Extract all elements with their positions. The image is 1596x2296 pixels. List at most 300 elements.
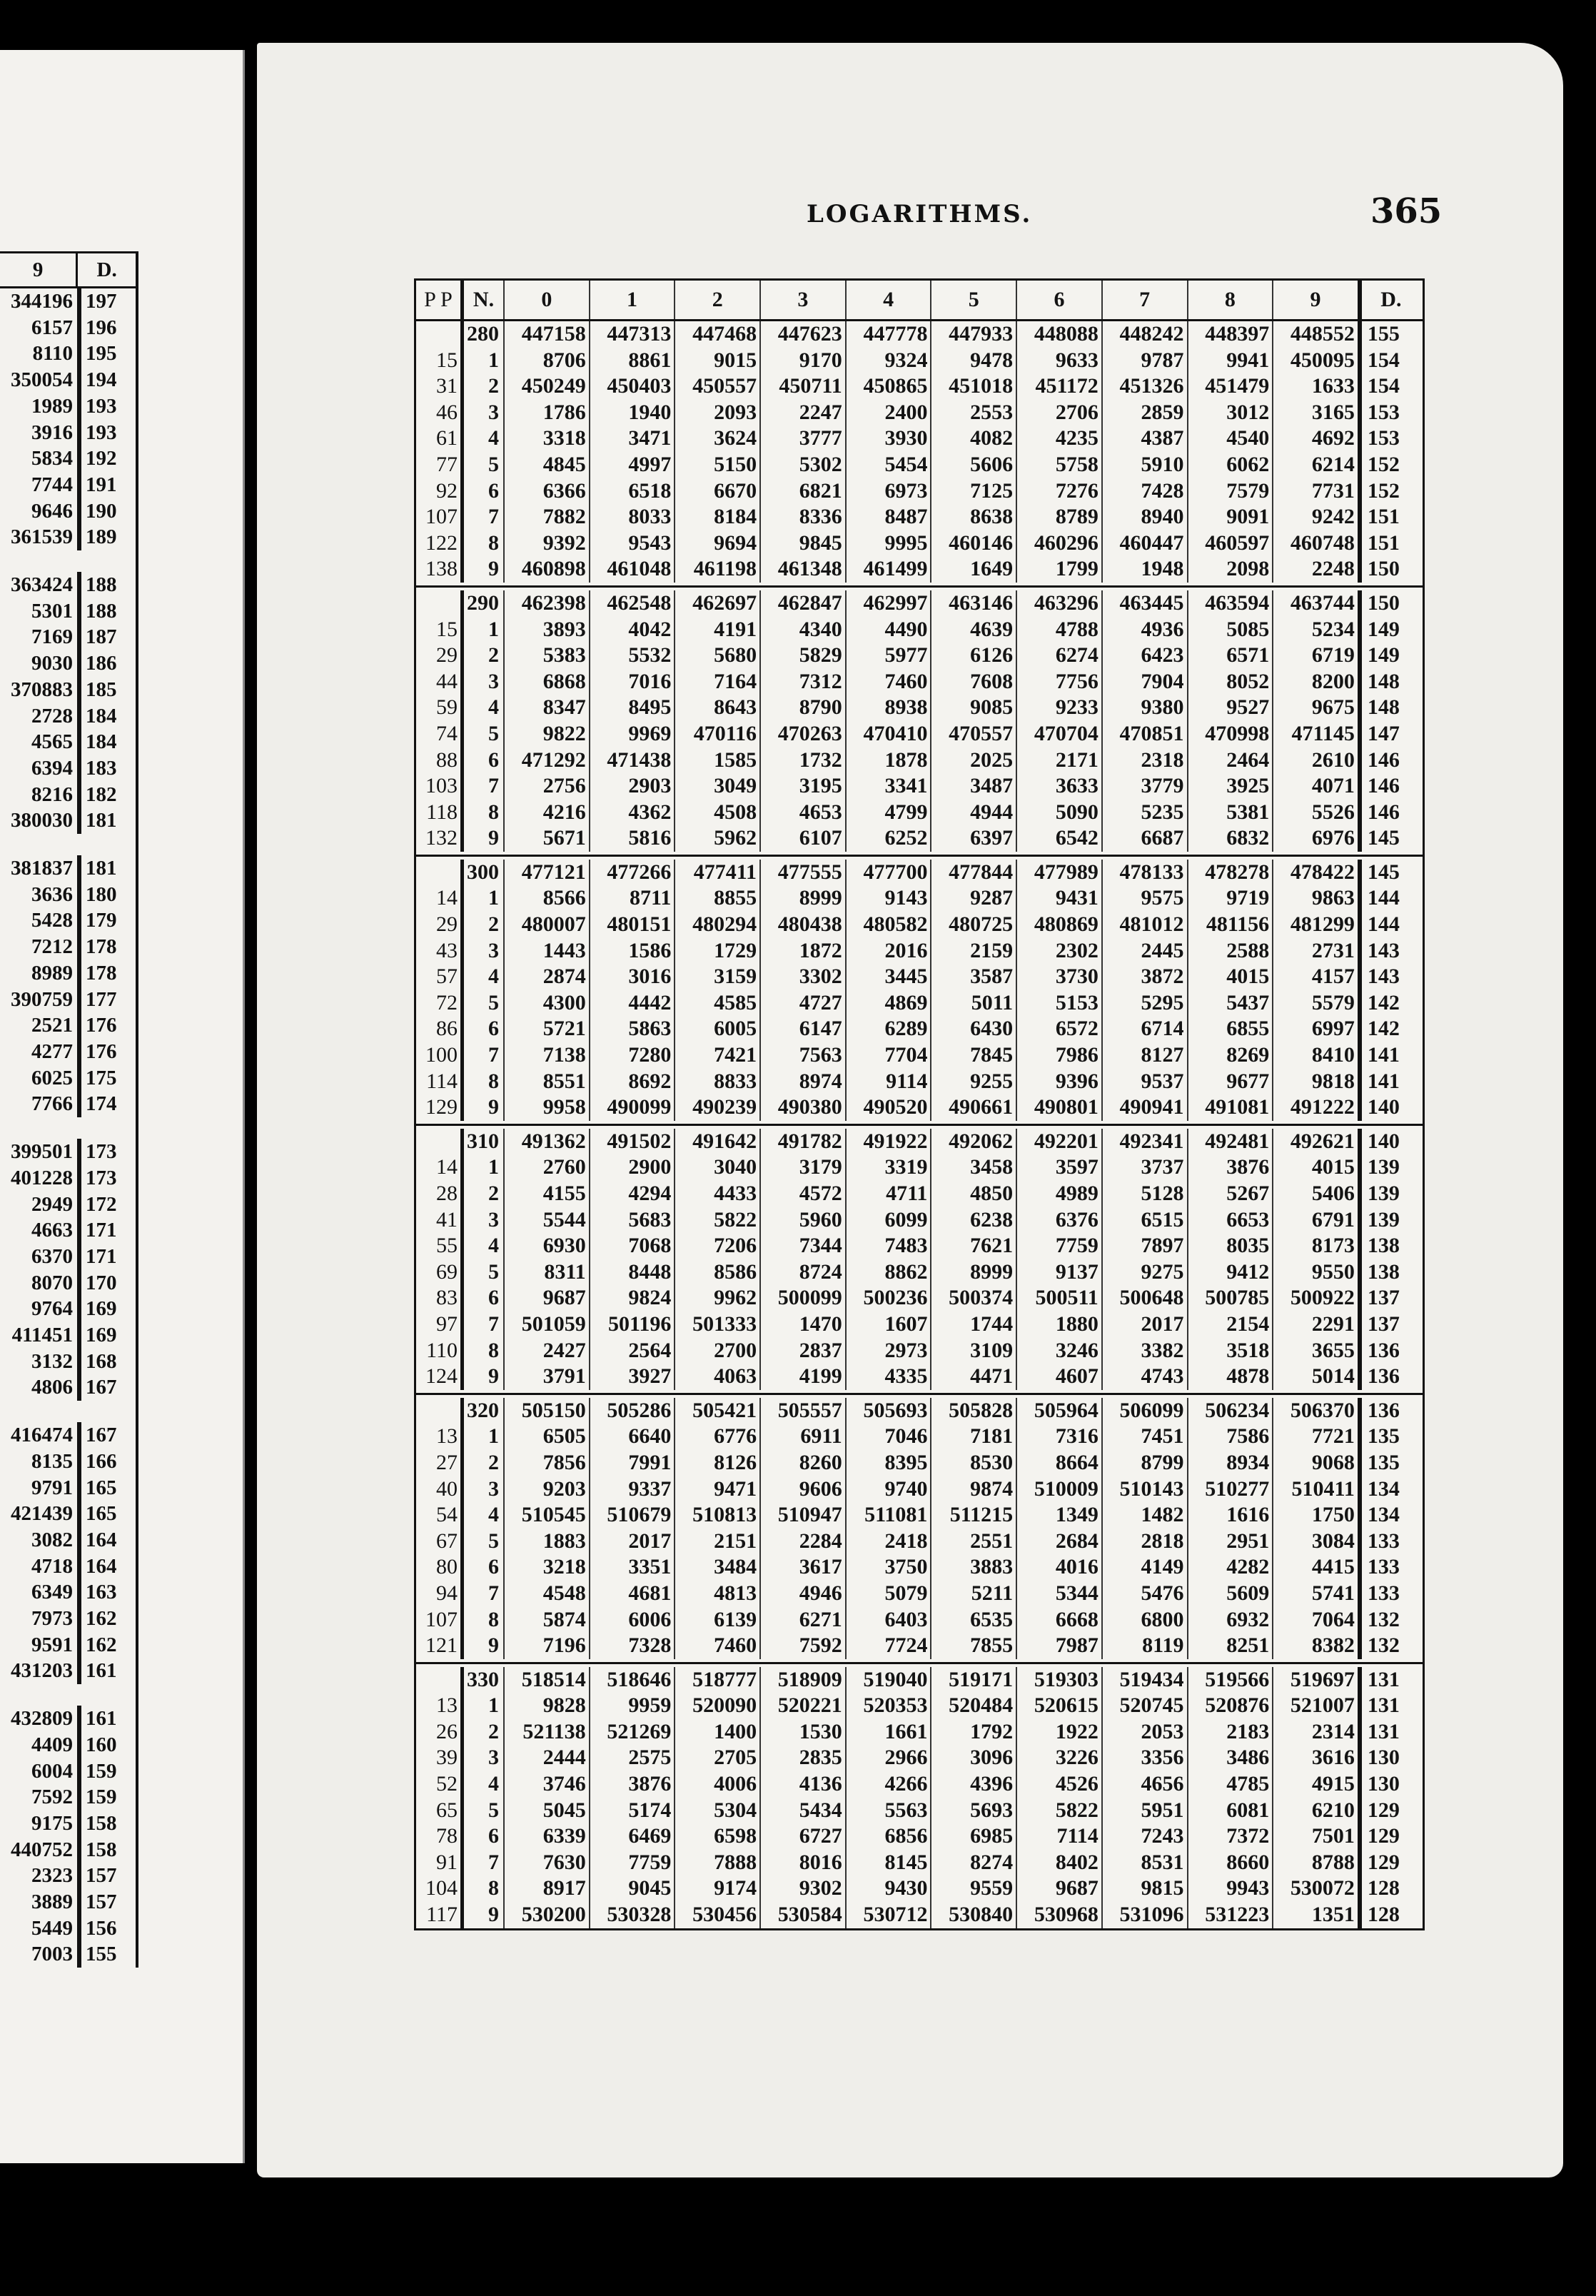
table-cell: 3624: [674, 426, 759, 452]
table-cell: 29: [436, 643, 458, 668]
table-cell: 4: [460, 964, 503, 990]
table-cell: 478278: [1187, 860, 1273, 886]
table-cell: 5476: [1101, 1581, 1187, 1607]
table-cell: 170: [77, 1270, 136, 1296]
table-cell: 6004: [31, 1759, 73, 1783]
table-cell: 470557: [930, 721, 1016, 747]
table-cell: 6598: [674, 1823, 759, 1850]
column-header: 1: [589, 281, 675, 319]
table-cell: 154: [1358, 348, 1420, 374]
table-cell: 461048: [589, 556, 675, 583]
table-cell: 2: [460, 1719, 503, 1746]
table-cell: 6147: [759, 1016, 845, 1042]
table-cell: 8855: [674, 885, 759, 912]
table-cell: 521269: [589, 1719, 675, 1746]
table-cell: 5211: [930, 1581, 1016, 1607]
table-cell: 2151: [674, 1529, 759, 1555]
table-row: [416, 504, 1423, 530]
table-cell: 9575: [1101, 885, 1187, 912]
table-cell: 450557: [674, 373, 759, 400]
table-cell: [416, 590, 460, 617]
table-cell: 481012: [1101, 912, 1187, 938]
table-cell: 59: [436, 695, 458, 720]
table-row: [416, 1129, 1423, 1155]
table-cell: 5822: [674, 1207, 759, 1234]
table-cell: 2684: [1016, 1529, 1101, 1555]
table-cell: 448397: [1187, 321, 1273, 348]
left-table-header: [0, 253, 136, 288]
table-cell: 7501: [1272, 1823, 1358, 1850]
table-cell: 7212: [31, 935, 73, 959]
table-cell: 4: [460, 426, 503, 452]
table-cell: 481299: [1272, 912, 1358, 938]
table-cell: 480294: [674, 912, 759, 938]
table-cell: 5437: [1187, 990, 1273, 1017]
table-cell: 2859: [1101, 400, 1187, 426]
table-cell: 4: [460, 1502, 503, 1529]
table-cell: 3012: [1187, 400, 1273, 426]
table-cell: 4433: [674, 1181, 759, 1207]
table-cell: 5606: [930, 452, 1016, 478]
table-cell: 152: [1358, 452, 1420, 478]
table-cell: 4362: [589, 800, 675, 826]
table-cell: 9969: [589, 721, 675, 747]
table-cell: 140: [1358, 1094, 1420, 1121]
table-cell: 4282: [1187, 1554, 1273, 1581]
table-cell: 490661: [930, 1094, 1016, 1121]
table-row: [416, 825, 1423, 852]
table-cell: 3049: [674, 773, 759, 800]
table-cell: 2445: [1101, 938, 1187, 965]
table-cell: 9828: [503, 1693, 589, 1719]
table-cell: 8110: [32, 342, 73, 366]
table-cell: 1732: [759, 747, 845, 774]
table-cell: 6: [460, 1285, 503, 1311]
table-cell: 330: [460, 1667, 503, 1693]
table-cell: 4813: [674, 1581, 759, 1607]
page-number: 365: [1370, 191, 1443, 231]
table-cell: 147: [1358, 721, 1420, 747]
table-cell: 100: [425, 1043, 458, 1067]
table-cell: 506370: [1272, 1398, 1358, 1424]
left-table-row: [0, 882, 136, 908]
table-cell: 1878: [845, 747, 931, 774]
table-cell: 8145: [845, 1850, 931, 1876]
table-cell: 1351: [1272, 1902, 1358, 1928]
table-cell: 5741: [1272, 1581, 1358, 1607]
table-cell: 8799: [1101, 1450, 1187, 1476]
table-cell: 9633: [1016, 348, 1101, 374]
table-cell: 5: [460, 1529, 503, 1555]
table-cell: 9091: [1187, 504, 1273, 530]
table-cell: 6289: [845, 1016, 931, 1042]
table-cell: 2444: [503, 1745, 589, 1771]
table-cell: 5609: [1187, 1581, 1273, 1607]
table-cell: 3617: [759, 1554, 845, 1581]
table-cell: 4718: [31, 1554, 73, 1578]
table-cell: 97: [436, 1311, 458, 1336]
table-cell: 6062: [1187, 452, 1273, 478]
table-cell: 4277: [31, 1039, 73, 1063]
left-table-row: [0, 624, 136, 650]
table-cell: 4157: [1272, 964, 1358, 990]
table-cell: 169: [77, 1296, 136, 1322]
table-cell: 8788: [1272, 1850, 1358, 1876]
table-cell: 5829: [759, 643, 845, 669]
table-cell: 9380: [1101, 695, 1187, 721]
table-cell: 6653: [1187, 1207, 1273, 1234]
column-header: P P: [424, 288, 453, 311]
table-cell: 4300: [503, 990, 589, 1017]
table-cell: 7845: [930, 1042, 1016, 1069]
table-cell: 2318: [1101, 747, 1187, 774]
table-cell: 6271: [759, 1607, 845, 1633]
table-cell: 145: [1358, 825, 1420, 852]
table-cell: 401228: [11, 1166, 73, 1189]
table-cell: 54: [436, 1503, 458, 1527]
left-table-row: [0, 703, 136, 730]
table-cell: 135: [1358, 1424, 1420, 1450]
left-table-row: [0, 445, 136, 472]
column-header: D.: [76, 253, 136, 286]
left-table-row: [0, 729, 136, 755]
table-cell: 155: [77, 1941, 136, 1968]
table-cell: 118: [426, 800, 458, 824]
table-cell: 8566: [503, 885, 589, 912]
table-cell: 3082: [31, 1528, 73, 1551]
table-cell: 152: [1358, 478, 1420, 505]
table-cell: 6423: [1101, 643, 1187, 669]
table-cell: 52: [436, 1772, 458, 1796]
table-cell: 129: [1358, 1798, 1420, 1824]
left-table-row: [0, 934, 136, 960]
table-cell: 1585: [674, 747, 759, 774]
table-row: [416, 452, 1423, 478]
table-cell: 3246: [1016, 1338, 1101, 1364]
left-table-row: [0, 1012, 136, 1039]
left-table-row: [0, 855, 136, 882]
block-gap: [0, 834, 136, 855]
table-cell: 4585: [674, 990, 759, 1017]
table-cell: 9478: [930, 348, 1016, 374]
table-cell: 471145: [1272, 721, 1358, 747]
table-cell: 9874: [930, 1476, 1016, 1503]
table-cell: 6855: [1187, 1016, 1273, 1042]
table-cell: 6832: [1187, 825, 1273, 852]
table-cell: 6349: [31, 1581, 73, 1604]
table-row: [416, 1771, 1423, 1798]
table-cell: 2017: [1101, 1311, 1187, 1338]
table-cell: 3218: [503, 1554, 589, 1581]
table-cell: 6821: [759, 478, 845, 505]
table-row: [416, 721, 1423, 747]
table-cell: 5014: [1272, 1364, 1358, 1390]
table-cell: 9302: [759, 1875, 845, 1902]
table-cell: 9045: [589, 1875, 675, 1902]
table-cell: 510545: [503, 1502, 589, 1529]
table-cell: 505693: [845, 1398, 931, 1424]
table-cell: 471438: [589, 747, 675, 774]
table-cell: 480582: [845, 912, 931, 938]
table-cell: 3893: [503, 617, 589, 643]
table-cell: [416, 1129, 460, 1155]
table-cell: 9471: [674, 1476, 759, 1503]
table-cell: 447778: [845, 321, 931, 348]
table-cell: 505286: [589, 1398, 675, 1424]
table-cell: 167: [77, 1422, 136, 1449]
table-cell: 4396: [930, 1771, 1016, 1798]
table-cell: 2553: [930, 400, 1016, 426]
table-cell: 169: [77, 1322, 136, 1349]
table-cell: 6376: [1016, 1207, 1101, 1234]
table-cell: 4806: [31, 1376, 73, 1399]
table-cell: 520876: [1187, 1693, 1273, 1719]
left-table-row: [0, 1422, 136, 1449]
table-cell: 29: [436, 912, 458, 937]
table-cell: 2427: [503, 1338, 589, 1364]
table-cell: 500374: [930, 1285, 1016, 1311]
table-cell: 9030: [31, 652, 73, 675]
table-cell: 3458: [930, 1154, 1016, 1181]
table-cell: 8260: [759, 1450, 845, 1476]
table-cell: 2756: [503, 773, 589, 800]
table-cell: 4572: [759, 1181, 845, 1207]
table-cell: 7704: [845, 1042, 931, 1069]
table-cell: 462548: [589, 590, 675, 617]
table-cell: 491081: [1187, 1094, 1273, 1121]
table-cell: 518909: [759, 1667, 845, 1693]
table-cell: 4653: [759, 800, 845, 826]
table-cell: 380030: [11, 809, 73, 832]
table-cell: 155: [1358, 321, 1420, 348]
table-cell: 2098: [1187, 556, 1273, 583]
table-cell: 83: [436, 1286, 458, 1310]
table-cell: 9085: [930, 695, 1016, 721]
left-table-row: [0, 367, 136, 393]
left-table-row: [0, 1039, 136, 1065]
left-table-row: [0, 1192, 136, 1218]
table-cell: 157: [77, 1889, 136, 1915]
table-cell: 193: [77, 420, 136, 446]
table-cell: 8586: [674, 1259, 759, 1286]
table-cell: 7372: [1187, 1823, 1273, 1850]
table-cell: 490941: [1101, 1094, 1187, 1121]
left-table-row: [0, 1758, 136, 1785]
table-cell: 492481: [1187, 1129, 1273, 1155]
table-cell: 168: [77, 1349, 136, 1375]
table-cell: 5874: [503, 1607, 589, 1633]
table-cell: 470998: [1187, 721, 1273, 747]
table-cell: 9791: [31, 1476, 73, 1499]
table-cell: 2837: [759, 1338, 845, 1364]
table-cell: 197: [77, 288, 136, 315]
left-table-row: [0, 1270, 136, 1296]
column-header: 9: [32, 258, 44, 281]
table-cell: 3597: [1016, 1154, 1101, 1181]
table-cell: 139: [1358, 1207, 1420, 1234]
table-cell: 8251: [1187, 1633, 1273, 1659]
table-row: [416, 860, 1423, 886]
table-cell: 6640: [589, 1424, 675, 1450]
table-cell: 505150: [503, 1398, 589, 1424]
table-cell: 9818: [1272, 1069, 1358, 1095]
table-row: [416, 1667, 1423, 1693]
table-cell: 3633: [1016, 773, 1101, 800]
table-cell: 4082: [930, 426, 1016, 452]
table-cell: 172: [77, 1192, 136, 1218]
table-cell: [416, 1398, 460, 1424]
left-table-row: [0, 1784, 136, 1811]
table-cell: 9143: [845, 885, 931, 912]
left-page-fragment: [0, 50, 245, 2163]
table-cell: 2: [460, 912, 503, 938]
table-cell: 3876: [1187, 1154, 1273, 1181]
table-cell: 4799: [845, 800, 931, 826]
table-row: [416, 590, 1423, 617]
table-cell: 491922: [845, 1129, 931, 1155]
left-table-row: [0, 987, 136, 1013]
table-cell: 510947: [759, 1502, 845, 1529]
table-cell: 300: [460, 860, 503, 886]
table-cell: 491642: [674, 1129, 759, 1155]
table-cell: 137: [1358, 1311, 1420, 1338]
table-cell: 146: [1358, 773, 1420, 800]
table-cell: 2284: [759, 1529, 845, 1555]
table-cell: 432809: [11, 1707, 73, 1731]
table-cell: 491222: [1272, 1094, 1358, 1121]
table-cell: 480007: [503, 912, 589, 938]
column-header: 8: [1187, 281, 1273, 319]
left-table-row: [0, 1091, 136, 1117]
table-cell: 2: [460, 643, 503, 669]
left-table-row: [0, 315, 136, 341]
table-cell: 7169: [31, 625, 73, 649]
table-cell: 6714: [1101, 1016, 1187, 1042]
table-cell: 41: [436, 1207, 458, 1232]
table-cell: 490801: [1016, 1094, 1101, 1121]
left-page-table: [0, 251, 138, 1968]
table-cell: 192: [77, 445, 136, 472]
table-cell: 1883: [503, 1529, 589, 1555]
table-cell: 8551: [503, 1069, 589, 1095]
table-row: [416, 773, 1423, 800]
table-cell: 7882: [503, 504, 589, 530]
table-cell: 133: [1358, 1529, 1420, 1555]
table-cell: 156: [77, 1915, 136, 1942]
table-cell: 2705: [674, 1745, 759, 1771]
table-cell: 4997: [589, 452, 675, 478]
table-cell: 461348: [759, 556, 845, 583]
table-cell: 8999: [930, 1259, 1016, 1286]
table-header-row: [416, 281, 1423, 321]
table-cell: 3: [460, 1207, 503, 1234]
table-cell: 4006: [674, 1771, 759, 1798]
table-cell: 5150: [674, 452, 759, 478]
table-cell: 7888: [674, 1850, 759, 1876]
table-cell: 9174: [674, 1875, 759, 1902]
table-cell: 7592: [759, 1633, 845, 1659]
table-cell: 4136: [759, 1771, 845, 1798]
column-header: 4: [845, 281, 931, 319]
table-cell: 500099: [759, 1285, 845, 1311]
table-cell: 7592: [31, 1786, 73, 1809]
table-cell: 3: [460, 400, 503, 426]
table-row: [416, 1554, 1423, 1581]
table-cell: 4915: [1272, 1771, 1358, 1798]
table-cell: 6107: [759, 825, 845, 852]
table-cell: 91: [436, 1850, 458, 1874]
table-cell: 8660: [1187, 1850, 1273, 1876]
table-row: [416, 1719, 1423, 1746]
block-gap: [0, 1684, 136, 1706]
table-cell: 139: [1358, 1181, 1420, 1207]
table-cell: 8724: [759, 1259, 845, 1286]
table-cell: 1989: [31, 394, 73, 418]
table-row: [416, 990, 1423, 1017]
table-cell: 4639: [930, 617, 1016, 643]
table-cell: 7579: [1187, 478, 1273, 505]
table-cell: 3016: [589, 964, 675, 990]
table-cell: 6535: [930, 1607, 1016, 1633]
table-cell: 490520: [845, 1094, 931, 1121]
table-cell: 6997: [1272, 1016, 1358, 1042]
table-cell: 148: [1358, 695, 1420, 721]
table-cell: 7428: [1101, 478, 1187, 505]
table-cell: 9687: [503, 1285, 589, 1311]
table-cell: 188: [77, 572, 136, 598]
table-cell: 9675: [1272, 695, 1358, 721]
table-row: [416, 1154, 1423, 1181]
table-cell: 1586: [589, 938, 675, 965]
table-cell: 2248: [1272, 556, 1358, 583]
table-cell: 477555: [759, 860, 845, 886]
column-header: 6: [1016, 281, 1101, 319]
table-cell: 2302: [1016, 938, 1101, 965]
table-cell: 460898: [503, 556, 589, 583]
table-cell: 9015: [674, 348, 759, 374]
table-cell: 6: [460, 1016, 503, 1042]
table-cell: 8347: [503, 695, 589, 721]
table-cell: 5235: [1101, 800, 1187, 826]
table-cell: 158: [77, 1811, 136, 1837]
table-cell: 141: [1358, 1069, 1420, 1095]
table-cell: 7344: [759, 1233, 845, 1259]
table-cell: 1633: [1272, 373, 1358, 400]
table-cell: 530712: [845, 1902, 931, 1928]
table-cell: 9392: [503, 530, 589, 557]
table-cell: 5428: [31, 909, 73, 932]
table-cell: 4387: [1101, 426, 1187, 452]
table-cell: 141: [1358, 1042, 1420, 1069]
table-cell: 505421: [674, 1398, 759, 1424]
table-cell: 1799: [1016, 556, 1101, 583]
table-cell: 151: [1358, 504, 1420, 530]
table-cell: 181: [77, 807, 136, 834]
table-cell: 8135: [31, 1449, 73, 1473]
table-cell: 6687: [1101, 825, 1187, 852]
table-row: [416, 1875, 1423, 1902]
table-cell: 9537: [1101, 1069, 1187, 1095]
table-cell: 7856: [503, 1450, 589, 1476]
table-cell: 460748: [1272, 530, 1358, 557]
left-table-row: [0, 1863, 136, 1889]
table-cell: 136: [1358, 1338, 1420, 1364]
table-row: [416, 1181, 1423, 1207]
table-cell: 1880: [1016, 1311, 1101, 1338]
table-cell: 3445: [845, 964, 931, 990]
table-cell: 9287: [930, 885, 1016, 912]
table-cell: 4149: [1101, 1554, 1187, 1581]
